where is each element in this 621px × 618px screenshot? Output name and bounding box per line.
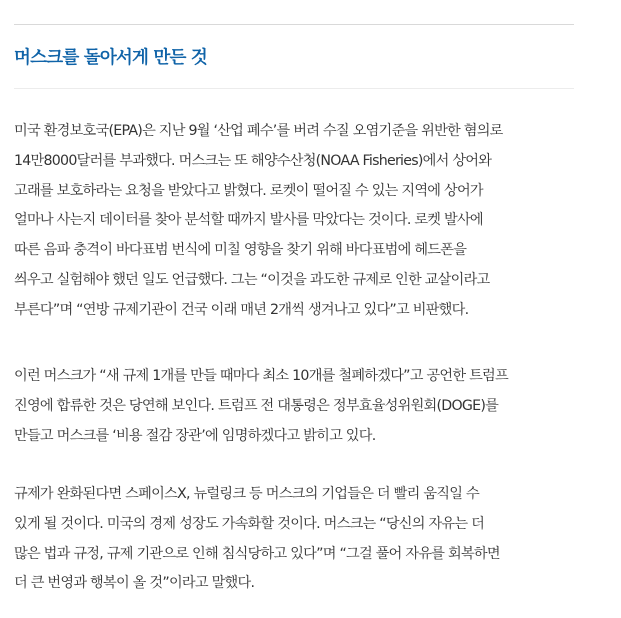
text-line: 따른 음파 충격이 바다표범 번식에 미칠 영향을 찾기 위해 바다표범에 헤드폰을 — [14, 242, 467, 259]
text-line: 더 큰 번영과 행복이 올 것”이라고 말했다. — [14, 575, 255, 592]
text-line: 얼마나 사는지 데이터를 찾아 분석할 때까지 발사를 막았다는 것이다. 로켓 발사에 — [14, 212, 483, 229]
text-line: 만들고 머스크를 ‘비용 절감 장관’에 임명하겠다고 밝히고 있다. — [14, 427, 376, 444]
text-line: 있게 될 것이다. 미국의 경제 성장도 가속화할 것이다. 머스크는 “당신의 자유는 더 — [14, 515, 485, 532]
text-line: 씌우고 실험해야 했던 일도 언급했다. 그는 “이것을 과도한 규제로 인한 교살이라고 — [14, 271, 490, 288]
text-line: 미국 환경보호국(EPA)은 지난 9월 ‘산업 폐수’를 버려 수질 오염기준을 위반한 혐의로 — [14, 123, 503, 139]
text-line: 고래를 보호하라는 요청을 받았다고 밝혔다. 로켓이 떨어질 수 있는 지역에 상어가 — [14, 182, 483, 199]
text-line: 진영에 합류한 것은 당연해 보인다. 트럼프 전 대통령은 정부효율성위원회(DOGE)를 — [14, 397, 499, 414]
paragraph-1 — [14, 117, 599, 326]
text-line: 규제가 완화된다면 스페이스X, 뉴럴링크 등 머스크의 기업들은 더 빨리 움직일 수 — [14, 486, 479, 502]
paragraph-3 — [14, 480, 599, 599]
section-heading: 머스크를 돌아서게 만든 것 — [14, 48, 208, 68]
paragraph-2 — [14, 362, 599, 451]
text-line: 많은 법과 규정, 규제 기관으로 인해 침식당하고 있다”며 “그걸 풀어 자유를 회복하면 — [14, 545, 500, 562]
text-line: 14만8000달러를 부과했다. 머스크는 또 해양수산청(NOAA Fisheries)에서 상어와 — [14, 152, 492, 169]
text-line: 부른다”며 “연방 규제기관이 건국 이래 매년 2개씩 생겨나고 있다”고 비판했다. — [14, 301, 469, 318]
text-line: 이런 머스크가 “새 규제 1개를 만들 때마다 최소 10개를 철폐하겠다”고 공언한 트럼프 — [14, 368, 508, 384]
heading-divider — [14, 88, 574, 89]
top-divider — [14, 24, 574, 25]
